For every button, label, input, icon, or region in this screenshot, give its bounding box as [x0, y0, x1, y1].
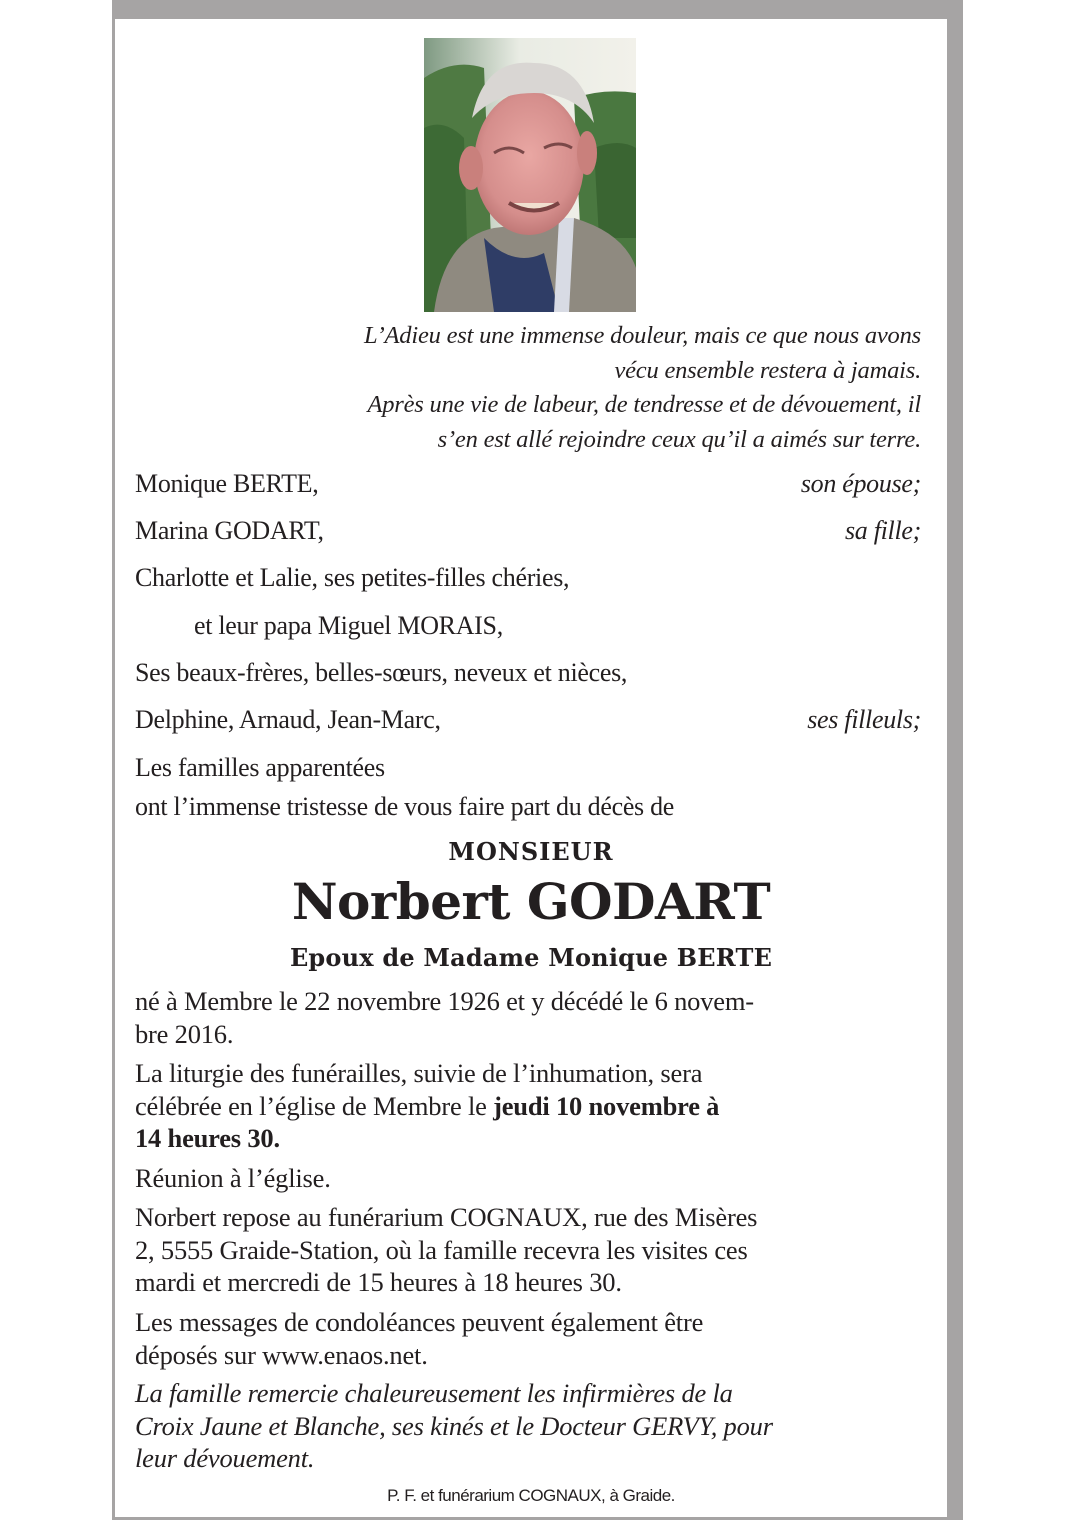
portrait-photo: [424, 38, 636, 312]
text-line: 2, 5555 Graide-Station, où la famille recevra les visites ces: [135, 1234, 748, 1265]
text-line: mardi et mercredi de 15 heures à 18 heures 30.: [135, 1267, 622, 1297]
family-row: [135, 705, 921, 735]
family-member: Les familles apparentées: [135, 753, 385, 782]
family-relation: son épouse;: [800, 469, 921, 498]
text-line: leur dévouement.: [135, 1443, 315, 1473]
quote-line: L’Adieu est une immense douleur, mais ce que nous avons: [364, 322, 921, 349]
condolences-paragraph: [135, 1306, 925, 1371]
family-row: [135, 563, 921, 593]
ceremony-time: 14 heures 30.: [135, 1123, 280, 1153]
family-row: [135, 753, 921, 783]
deceased-title: MONSIEUR: [448, 837, 614, 866]
text-line: déposés sur www.enaos.net.: [135, 1339, 428, 1370]
text-line: né à Membre le 22 novembre 1926 et y décédé le 6 novem-: [135, 986, 754, 1016]
quote-line: s’en est allé rejoindre ceux qu’il a aimés sur terre.: [437, 425, 921, 453]
text-line: Norbert repose au funérarium COGNAUX, rue des Misères: [135, 1202, 758, 1232]
meeting-paragraph: [135, 1162, 925, 1195]
liturgy-paragraph: [135, 1057, 925, 1155]
family-relation: ses filleuls;: [807, 705, 921, 734]
family-row: [135, 469, 921, 499]
repose-paragraph: [135, 1201, 925, 1299]
farewell-quote: [181, 319, 921, 457]
family-row: [135, 792, 921, 822]
text-line: La liturgie des funérailles, suivie de l’inhumation, sera: [135, 1058, 703, 1088]
text-line: Les messages de condoléances peuvent également être: [135, 1307, 704, 1337]
text-line: [135, 1090, 925, 1123]
quote-line: vécu ensemble restera à jamais.: [614, 356, 921, 384]
deceased-spouse: Epoux de Madame Monique BERTE: [289, 943, 773, 972]
birth-death-paragraph: [135, 985, 925, 1050]
text-line: La famille remercie chaleureusement les infirmières de la: [135, 1378, 733, 1408]
obituary-notice: [115, 19, 947, 1517]
text-normal: célébrée en l’église de Membre le: [135, 1090, 494, 1121]
family-member: Charlotte et Lalie, ses petites-filles chéries,: [135, 563, 570, 592]
text-line: Croix Jaune et Blanche, ses kinés et le Docteur GERVY, pour: [135, 1410, 773, 1441]
announcement-text: ont l’immense tristesse de vous faire part du décès de: [135, 792, 675, 821]
ceremony-date: jeudi 10 novembre à: [493, 1090, 720, 1121]
family-row: [135, 516, 921, 546]
thanks-paragraph: [135, 1377, 925, 1475]
text-line: Réunion à l’église.: [135, 1163, 331, 1193]
text-line: [135, 1122, 925, 1155]
quote-line: Après une vie de labeur, de tendresse et de dévouement, il: [367, 391, 921, 418]
funeral-home-footer: P. F. et funérarium COGNAUX, à Graide.: [387, 1486, 675, 1505]
frame-right-border: [947, 0, 963, 1520]
family-member: Delphine, Arnaud, Jean-Marc,: [135, 705, 441, 734]
family-relation: sa fille;: [844, 516, 921, 545]
family-row: [135, 611, 921, 641]
family-member: Monique BERTE,: [135, 469, 319, 498]
deceased-name: Norbert GODART: [291, 872, 771, 931]
family-row: [135, 658, 921, 688]
family-member: Ses beaux-frères, belles-sœurs, neveux et nièces,: [135, 658, 628, 687]
family-member: et leur papa Miguel MORAIS,: [194, 611, 503, 640]
text-line: bre 2016.: [135, 1018, 234, 1049]
family-member: Marina GODART,: [135, 516, 324, 545]
